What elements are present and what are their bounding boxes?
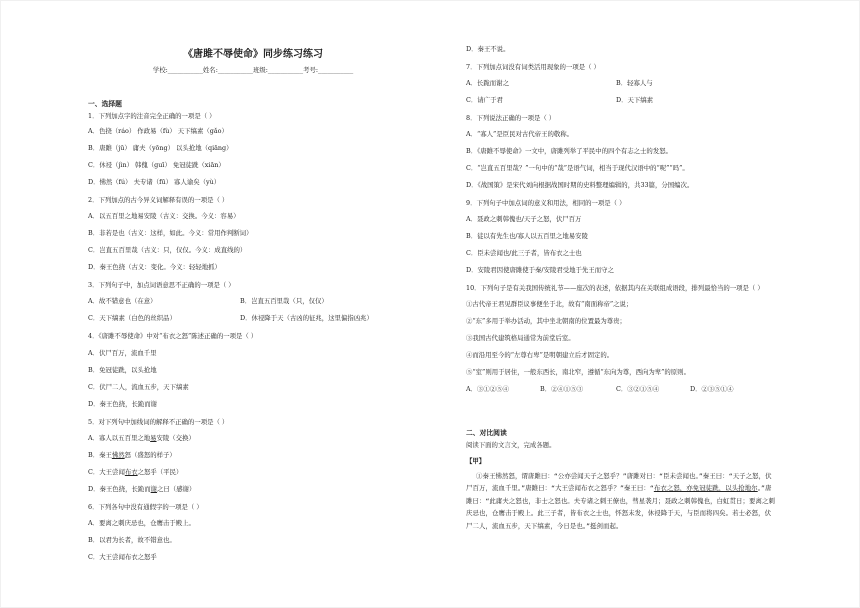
q7-option-c: C．请广于君 <box>466 96 503 104</box>
q8-option-d: D．《战国策》是宋代刘向根据战国时期的史料整理编辑的，共33篇，分国编次。 <box>466 181 694 189</box>
page-title: 《唐雎不辱使命》同步练习练习 <box>183 49 323 60</box>
q8-option-b: B．《唐雎不辱使命》一文中，唐雎列举了平民中的四个有志之士的发怒。 <box>466 147 672 155</box>
q4-option-c: C．伏尸二人，流血五步，天下缟素 <box>88 383 189 391</box>
q6-option-d: D．秦王不说。 <box>466 45 510 53</box>
q5-option-d: D．秦王色挠，长跪而谢之曰（感谢） <box>88 485 196 493</box>
q7-option-d: D．天下缟素 <box>616 96 654 104</box>
q10-sentence-5: ⑤“室”则用于居住，一般东西长，南北窄，遵循“东向为尊，西向为卑”的原则。 <box>466 368 690 376</box>
q2-option-c: C．岂直五百里哉（古义：只，仅仅。今义：成直线的） <box>88 246 247 254</box>
q10-option-b: B．②④①⑤③ <box>540 385 584 393</box>
q8-stem: 8．下列说法正确的一项是（ ） <box>466 114 556 122</box>
q7-option-b: B．轻寡人与 <box>616 79 653 87</box>
q4-option-b: B．免冠徒跣，以头抢地 <box>88 366 157 374</box>
q8-option-c: C．“岂直五百里哉？”一句中的“哉”是语气词，相当于现代汉语中的“呢”“吗”。 <box>466 164 689 172</box>
reading-intro: 阅读下面的文言文，完成各题。 <box>466 441 556 449</box>
q10-option-a: A．③①②⑤④ <box>466 385 509 393</box>
section-heading-choice: 一、选择题 <box>88 100 122 108</box>
q3-option-d: D．休祲降于天（古凶的征兆，这里偏指凶兆） <box>240 314 373 322</box>
q8-option-a: A．“寡人”是臣民对古代帝王的敬称。 <box>466 130 574 138</box>
q2-option-b: B．非若是也（古义：这样，如此。今义：常用作判断词） <box>88 229 253 237</box>
q7-option-a: A．长跪而谢之 <box>466 79 509 87</box>
q1-option-b: B．唐雎（jū） 庸夫（yōng） 以头抢地（qiāng） <box>88 144 233 152</box>
q2-option-a: A．以五百里之地易安陵（古义：交换。今义：容易） <box>88 212 240 220</box>
q9-option-c: C．臣未尝闻也/此三子者，皆布衣之士也 <box>466 249 582 257</box>
q5-option-a: A．寡人以五百里之地易安陵（交换） <box>88 434 195 442</box>
q1-stem: 1．下列加点字的注音完全正确的一项是（ ） <box>88 112 216 120</box>
passage-line-3: 雎曰：“此庸夫之怒也，非士之怒也。夫专诸之刺王僚也，彗星袭月；聂政之刺韩傀也，白虹贯日；要离之刺 <box>466 496 776 505</box>
q5-stem: 5．对下列句中加线词的解释不正确的一项是（ ） <box>88 418 229 426</box>
q10-option-d: D．②③⑤①④ <box>690 385 734 393</box>
q4-option-d: D．秦王色挠，长跪而谢 <box>88 400 158 408</box>
q9-option-d: D．安陵君因使唐雎使于秦/安陵君受地于先王而守之 <box>466 266 614 274</box>
section-heading-reading: 二、对比阅读 <box>466 429 507 437</box>
q10-sentence-2: ②“东”多用于举办活动，其中坐北朝南的位置最为尊贵； <box>466 317 626 325</box>
passage-line-5: 尸二人，流血五步，天下缟素，今日是也。”挺剑而起。 <box>466 521 623 530</box>
q6-option-b: B．以君为长者，故不错意也。 <box>88 536 176 544</box>
q1-option-d: D．怫然（fú） 夫专诸（fū） 寡人谕矣（yù） <box>88 178 221 186</box>
q10-sentence-1: ①古代帝王君见群臣议事便坐于北，故有“南面称帝”之说； <box>466 300 633 308</box>
q2-option-d: D．秦王色挠（古义：变化。今义：轻轻地抓） <box>88 263 221 271</box>
q9-option-a: A．聂政之刺韩傀也/天子之怒，伏尸百万 <box>466 215 582 223</box>
q1-option-a: A．色挠（ráo） 作政易（fù） 天下缟素（gǎo） <box>88 127 228 135</box>
q6-option-c: C．大王尝闻布衣之怒乎 <box>88 553 157 561</box>
q10-sentence-4: ④而沿用至今的“左尊右卑”是明朝建立后才固定的。 <box>466 351 614 359</box>
q6-stem: 6．下列各句中没有通假字的一项是（ ） <box>88 503 203 511</box>
q9-option-b: B．徒以有先生也/寡人以五百里之地易安陵 <box>466 232 588 240</box>
q4-stem: 4．《唐雎不辱使命》中对“布衣之怒”陈述正确的一项是（ ） <box>88 332 258 340</box>
q9-stem: 9．下列句子中加点词的意义和用法，相同的一项是（ ） <box>466 199 626 207</box>
q3-option-c: C．天下缟素（白色的丝织品） <box>88 314 176 322</box>
q3-option-b: B．岂直五百里哉（只，仅仅） <box>240 297 328 305</box>
q10-option-c: C．③②①⑤④ <box>616 385 660 393</box>
passage-jia-label: 【甲】 <box>466 457 486 465</box>
q5-option-b: B．秦王怫然怒（盛怒的样子） <box>88 451 176 459</box>
q10-stem: 10．下列句子是有关我国传统礼节——座次的表述，依据其内在关联组成语段，排列最恰当的一项是（ ） <box>466 284 764 292</box>
q3-stem: 3．下列句子中，加点词语意思不正确的一项是（ ） <box>88 281 235 289</box>
q10-sentence-3: ③我国古代建筑格局通常为前堂后室。 <box>466 334 575 342</box>
passage-jia <box>466 470 802 532</box>
q2-stem: 2．下列加点的古今异义词解释有误的一项是（ ） <box>88 196 229 204</box>
q3-option-a: A．故不错意也（在意） <box>88 297 157 305</box>
q1-option-c: C．休祲（jìn） 韩傀（guī） 免冠徒跣（xiān） <box>88 161 225 169</box>
passage-line-2: 尸百万，流血千里。”唐雎曰：“大王尝闻布衣之怒乎？”秦王曰：“布衣之怒，亦免冠徒跣，以头抢地尔。”唐 <box>466 484 772 493</box>
q4-option-a: A．伏尸百万，流血千里 <box>88 349 157 357</box>
passage-line-4: 庆忌也，仓鹰击于殿上。此三子者，皆布衣之士也，怀怒未发，休祲降于天，与臣而将四矣。若士必怒，伏 <box>466 509 772 518</box>
q5-option-c: C．大王尝闻布衣之怒乎（平民） <box>88 468 183 476</box>
q7-stem: 7．下列加点词没有词类活用现象的一项是（ ） <box>466 63 600 71</box>
passage-line-1: ①秦王怫然怒，谓唐雎曰：“公亦尝闻天子之怒乎？”唐雎对曰：“臣未尝闻也。”秦王曰：“天子之怒，伏 <box>476 472 772 480</box>
q6-option-a: A．要离之刺庆忌也，仓鹰击于殿上。 <box>88 519 195 527</box>
student-info-line: 学校:___________姓名:___________班级:___________考号:___________ <box>152 66 354 74</box>
